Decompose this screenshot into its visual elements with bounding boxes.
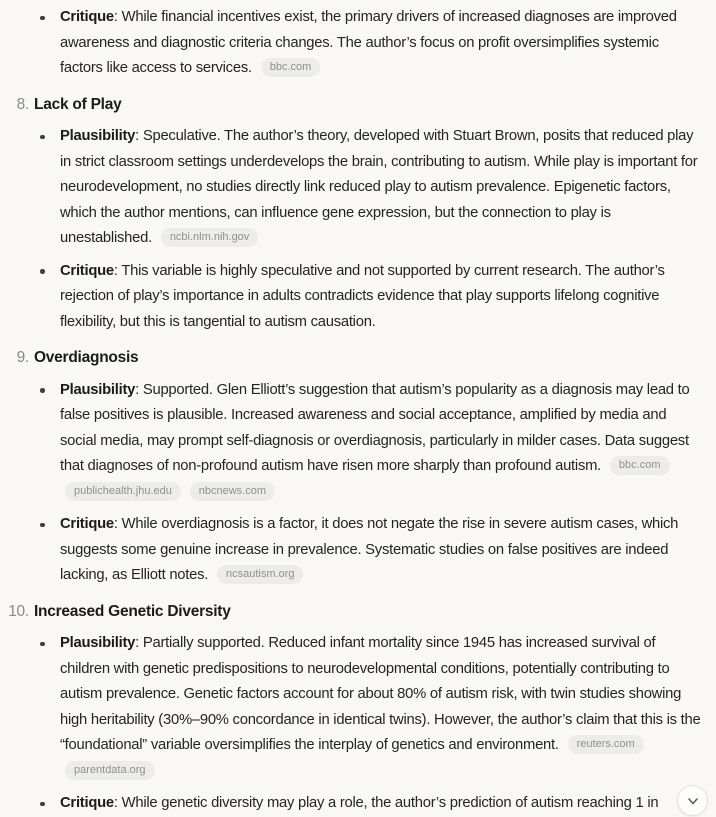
bullet-marker <box>40 388 45 393</box>
item-title: Increased Genetic Diversity <box>34 602 231 620</box>
bullet-marker <box>40 802 45 807</box>
bullet-marker <box>40 523 45 528</box>
source-chip[interactable]: bbc.com <box>261 58 321 77</box>
source-chip[interactable]: ncsautism.org <box>217 565 303 584</box>
chevron-down-icon <box>685 793 701 809</box>
list-item <box>0 378 708 506</box>
source-chip[interactable]: publichealth.jhu.edu <box>65 482 181 501</box>
source-chip[interactable]: parentdata.org <box>65 761 155 780</box>
bullet-text: : This variable is highly speculative and not supported by current research. The author’s rejection of play’s importance in adults contradicts evidence that play supports lifelong cognitive flexibility, but this is tangential to autism causation. <box>60 262 665 330</box>
bullet-text: : Partially supported. Reduced infant mortality since 1945 has increased survival of children with genetic predispositions to neurodevelopmental conditions, potentially contributing to autism prevalence. Genetic factors account for about 80% of autism risk, with twin studies showing high heritability (30%–90% concordance in identical twins). However, the author’s claim that this is the “foundational” variable oversimplifies the interplay of genetics and environment. <box>60 635 701 753</box>
bullet-label: Plausibility <box>60 128 136 144</box>
source-chip[interactable]: bbc.com <box>610 456 670 475</box>
bullet-label: Plausibility <box>60 381 136 398</box>
list-item <box>0 124 708 252</box>
item-number: 8. <box>16 95 29 113</box>
bullet-marker <box>40 269 45 274</box>
numbered-heading <box>0 345 708 371</box>
numbered-heading <box>0 92 708 118</box>
numbered-heading <box>0 599 708 625</box>
bullet-marker <box>40 642 45 647</box>
bullet-text: : While financial incentives exist, the primary drivers of increased diagnoses are improved awareness and diagnostic criteria changes. The author’s focus on profit oversimplifies systemic factors like access to services. <box>60 9 677 76</box>
scroll-to-bottom-button[interactable] <box>677 785 708 816</box>
bullet-text: : While overdiagnosis is a factor, it does not negate the rise in severe autism cases, which suggests some genuine increase in prevalence. Systematic studies on false positives are indeed lacking, as Elliott notes. <box>60 516 679 583</box>
bullet-text: : Supported. Glen Elliott’s suggestion that autism’s popularity as a diagnosis may lead to false positives is plausible. Increased awareness and social acceptance, amplified by media and social media, may prompt self-diagnosis or overdiagnosis, particularly in milder cases. Data suggest that diagnoses of non-profound autism have risen more sharply than profound autism. <box>60 381 690 474</box>
source-chip[interactable]: nbcnews.com <box>190 482 275 501</box>
bullet-label: Plausibility <box>60 635 136 651</box>
list-item <box>0 512 708 589</box>
bullet-label: Critique <box>60 516 114 532</box>
source-chip[interactable]: reuters.com <box>568 735 644 754</box>
list-item <box>0 631 708 784</box>
item-title: Lack of Play <box>34 95 122 113</box>
bullet-marker <box>40 135 45 140</box>
bullet-text: : While genetic diversity may play a role, the author’s prediction of autism reaching 1 in <box>113 795 659 811</box>
bullet-text: : Speculative. The author’s theory, developed with Stuart Brown, posits that reduced play in strict classroom settings underdevelops the brain, contributing to autism. While play is important for neurodevelopment, no studies directly link reduced play to autism prevalence. Epigenetic factors, which the author mentions, can influence gene expression, but the connection to play is unestablished. <box>60 128 698 246</box>
list-item <box>0 5 708 82</box>
item-number: 9. <box>16 349 29 366</box>
bullet-label: Critique <box>60 262 114 279</box>
item-number: 10. <box>8 602 29 620</box>
list-item <box>0 259 708 336</box>
bullet-marker <box>40 16 45 21</box>
source-chip[interactable]: ncbi.nlm.nih.gov <box>161 228 259 247</box>
item-title: Overdiagnosis <box>34 349 139 366</box>
bullet-label: Critique <box>60 795 114 811</box>
bullet-label: Critique <box>60 9 114 25</box>
list-item <box>0 791 708 817</box>
